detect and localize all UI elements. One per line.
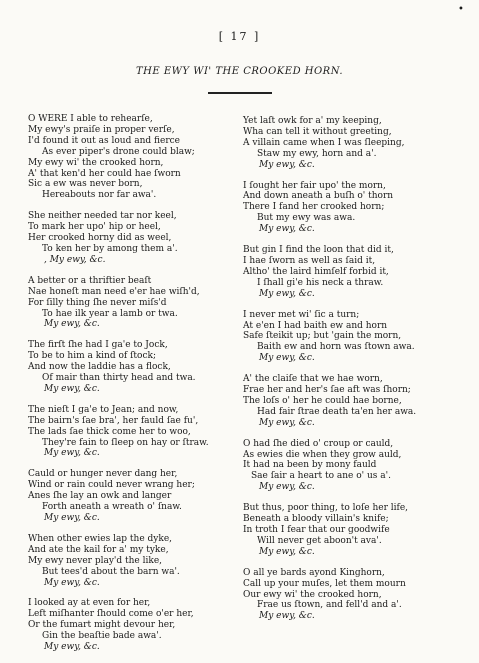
verse-line: My ewy's praiſe in proper verſe,	[28, 124, 175, 135]
verse-line: O had ſhe died o' croup or cauld,	[243, 438, 394, 449]
page-number: [ 17 ]	[218, 30, 261, 43]
refrain-line: My ewy, &c.	[259, 224, 315, 235]
left-column	[28, 114, 209, 663]
verse-line: Altho' the laird himſelf forbid it,	[243, 266, 389, 277]
verse-line: Anes ſhe lay an owk and langer	[28, 491, 172, 502]
stanza	[28, 114, 209, 201]
verse-line: My ewy wi' the crooked horn,	[28, 157, 164, 168]
stanza	[243, 439, 416, 494]
verse-line: Will never get aboon't ava'.	[257, 535, 382, 546]
verse-line: O WERE I able to rehearſe,	[28, 114, 153, 124]
verse-line: Her crooked horny did as weel,	[28, 233, 172, 244]
verse-line: The nieſt I ga'e to Jean; and now,	[28, 404, 179, 415]
verse-line: But my ewy was awa.	[257, 213, 356, 224]
verse-line: I hae ſworn as well as ſaid it,	[243, 255, 376, 266]
refrain-line: My ewy, &c.	[44, 448, 100, 459]
verse-line: I ſought her fair upo' the morn,	[243, 180, 386, 191]
verse-line: Sic a ew was never born,	[28, 179, 143, 190]
verse-line: Sae ſair a heart to ane o' us a'.	[251, 471, 391, 482]
verse-line: There I fand her crooked horn;	[243, 202, 385, 213]
verse-line: A' the claiſe that we hae worn,	[243, 374, 383, 385]
verse-line: I looked ay at even for her,	[28, 598, 151, 609]
verse-line: And down aneath a buſh o' thorn	[243, 191, 394, 202]
verse-line: The loſs o' her he could hae borne,	[243, 395, 402, 406]
verse-line: Call up your muſes, let them mourn	[243, 578, 406, 589]
verse-line: She neither needed tar nor keel,	[28, 211, 177, 222]
verse-line: Our ewy wi' the crooked horn,	[243, 589, 382, 600]
verse-line: Yet laſt owk for a' my keeping,	[243, 116, 382, 126]
verse-line: It had na been by mony fauld	[243, 460, 377, 471]
verse-line: Forth aneath a wreath o' ſnaw.	[42, 502, 182, 513]
stanza	[243, 374, 416, 429]
poem-title: THE EWY WI' THE CROOKED HORN.	[135, 66, 344, 77]
verse-line: Left miſhanter ſhould come o'er her,	[28, 609, 194, 620]
verse-line: As ewies die when they grow auld,	[243, 449, 402, 460]
refrain-line: My ewy, &c.	[259, 159, 315, 170]
stanza	[28, 598, 209, 653]
verse-line: For ſilly thing ſhe never miſs'd	[28, 297, 167, 308]
refrain-line: My ewy, &c.	[259, 417, 315, 428]
verse-line: Gin the beaſtie bade awa'.	[42, 631, 162, 642]
stanza	[243, 116, 416, 171]
verse-line: Had fair ſtrae death ta'en her awa.	[257, 406, 417, 417]
verse-line: As ever piper's drone could blaw;	[42, 146, 195, 157]
right-column	[243, 116, 416, 632]
verse-line: Safe ſteikit up; but 'gain the morn,	[243, 331, 402, 342]
corner-mark: •	[458, 4, 464, 15]
refrain-line: My ewy, &c.	[44, 319, 100, 330]
verse-line: Wha can tell it without greeting,	[243, 126, 392, 137]
refrain-line: My ewy, &c.	[44, 642, 100, 653]
stanza	[243, 245, 416, 300]
verse-line: Beneath a bloody villain's knife;	[243, 514, 389, 525]
stanza	[28, 340, 209, 395]
verse-line: The bairn's ſae bra', her fauld ſae fu',	[28, 415, 199, 426]
verse-line: To hae ilk year a lamb or twa.	[42, 308, 178, 319]
verse-line: Or the fumart might devour her,	[28, 620, 176, 631]
verse-line: Staw my ewy, horn and a'.	[257, 148, 377, 159]
verse-line: A' that ken'd her could hae ſworn	[28, 168, 181, 179]
verse-line: I'd found it out as loud and fierce	[28, 135, 181, 146]
verse-line: Hereabouts nor far awa'.	[42, 190, 157, 201]
verse-line: The firſt ſhe had I ga'e to Jock,	[28, 340, 168, 351]
stanza	[28, 469, 209, 524]
verse-line: But gin I find the loon that did it,	[243, 245, 394, 256]
verse-line: In troth I fear that our goodwife	[243, 525, 390, 535]
title-rule	[208, 92, 272, 94]
verse-line: O all ye bards ayond Kinghorn,	[243, 567, 385, 578]
refrain-line: My ewy, &c.	[259, 482, 315, 493]
verse-line: Nae honeſt man need e'er hae wiſh'd,	[28, 286, 200, 297]
stanza	[243, 181, 416, 236]
refrain-line: , My ewy, &c.	[44, 254, 106, 265]
stanza	[28, 276, 209, 331]
verse-line: I ſhall gi'e his neck a thraw.	[257, 277, 384, 288]
verse-line: At e'en I had baith ew and horn	[243, 320, 388, 331]
verse-line: Frae her and her's ſae aft was ſhorn;	[243, 385, 411, 396]
verse-line: Baith ew and horn was ſtown awa.	[257, 342, 415, 353]
refrain-line: My ewy, &c.	[44, 383, 100, 394]
verse-line: A villain came when I was ſleeping,	[243, 137, 405, 148]
verse-line: To mark her upo' hip or heel,	[28, 222, 161, 233]
refrain-line: My ewy, &c.	[259, 288, 315, 299]
verse-line: The lads ſae thick come her to woo,	[28, 426, 191, 437]
verse-line: Of mair than thirty head and twa.	[42, 373, 196, 384]
verse-line: But tees'd about the barn wa'.	[42, 566, 180, 577]
stanza	[28, 534, 209, 589]
stanza	[28, 211, 209, 266]
verse-line: To be to him a kind of ſtock;	[28, 351, 156, 362]
verse-line: My ewy never play'd the like,	[28, 555, 163, 566]
verse-line: And now the laddie has a flock,	[28, 362, 171, 373]
verse-line: Frae us ſtown, and fell'd and a'.	[257, 600, 402, 611]
refrain-line: My ewy, &c.	[44, 513, 100, 523]
verse-line: Cauld or hunger never dang her,	[28, 469, 178, 480]
stanza	[243, 568, 416, 623]
stanza	[28, 405, 209, 460]
verse-line: They're fain to ſleep on hay or ſtraw.	[42, 437, 209, 448]
verse-line: But thus, poor thing, to loſe her life,	[243, 503, 409, 514]
verse-line: Wind or rain could never wrang her;	[28, 480, 195, 491]
verse-line: To ken her by among them a'.	[42, 243, 178, 254]
verse-line: When other ewies lap the dyke,	[28, 533, 173, 544]
stanza	[243, 310, 416, 365]
verse-line: A better or a thriftier beaſt	[28, 275, 152, 286]
verse-line: I never met wi' ſic a turn;	[243, 309, 360, 320]
refrain-line: My ewy, &c.	[259, 353, 315, 364]
refrain-line: My ewy, &c.	[259, 611, 315, 622]
verse-line: And ate the kail for a' my tyke,	[28, 544, 169, 555]
refrain-line: My ewy, &c.	[44, 577, 100, 588]
refrain-line: My ewy, &c.	[259, 546, 315, 557]
stanza	[243, 503, 416, 558]
